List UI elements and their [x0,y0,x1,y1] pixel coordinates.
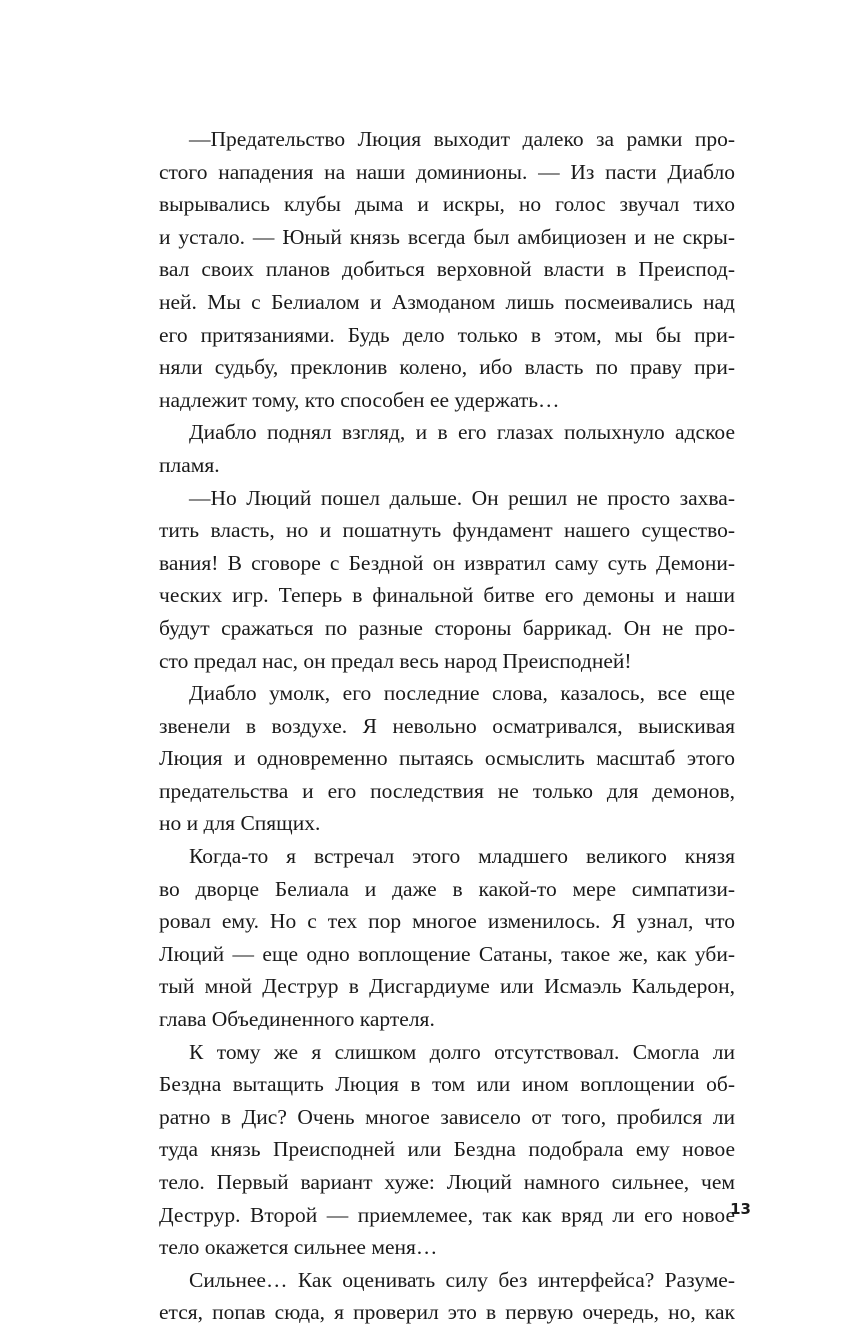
text-line: Когда-то я встречал этого младшего великого князя [189,844,735,869]
text-line: Диабло умолк, его последние слова, казалось, все еще [189,681,735,706]
text-line: вырывались клубы дыма и искры, но голос звучал тихо [159,192,735,217]
paragraph [159,123,735,416]
text-line: ровал ему. Но с тех пор многое изменилось. Я узнал, что [159,909,735,934]
text-line: и устало. — Юный князь всегда был амбициозен и не скры- [159,224,735,249]
text-line: Бездна вытащить Люция в том или ином воплощении об- [159,1072,735,1097]
text-line: вания! В сговоре с Бездной он извратил саму суть Демони- [159,550,735,575]
text-line: тый мной Деструр в Дисгардиуме или Исмаэль Кальдерон, [159,974,735,999]
text-line: глава Объединенного картеля. [159,1007,435,1032]
text-line: во дворце Белиала и даже в какой-то мере симпатизи- [159,876,735,901]
text-line: К тому же я слишком долго отсутствовал. Смогла ли [189,1039,735,1064]
text-line: ется, попав сюда, я проверил это в первую очередь, но, как [159,1300,735,1325]
text-line: будут сражаться по разные стороны баррикад. Он не про- [159,615,735,640]
text-line: предательства и его последствия не только для демонов, [159,778,735,803]
paragraph [159,840,735,1036]
text-line: тело окажется сильнее меня… [159,1235,438,1260]
text-line: стого нападения на наши доминионы. — Из пасти Диабло [159,159,735,184]
text-line: ней. Мы с Белиалом и Азмоданом лишь посмеивались над [159,289,735,314]
text-line: —Предательство Люция выходит далеко за рамки про- [189,127,735,151]
text-line: тело. Первый вариант хуже: Люций намного сильнее, чем [159,1170,735,1194]
text-line: Сильнее… Как оценивать силу без интерфейса? Разуме- [189,1267,735,1292]
text-line: но и для Спящих. [159,811,321,836]
paragraph [159,677,735,840]
page-number: 13 [730,1200,751,1218]
text-line: Люция и одновременно пытаясь осмыслить масштаб этого [159,746,735,771]
book-text [159,123,735,1329]
paragraph [159,416,735,481]
text-line: его притязаниями. Будь дело только в этом, мы бы при- [159,322,735,347]
text-line: Деструр. Второй — приемлемее, так как вряд ли его новое [159,1202,735,1227]
text-line: ческих игр. Теперь в финальной битве его демоны и наши [159,583,735,608]
paragraph [159,1036,735,1264]
text-line: —Но Люций пошел дальше. Он решил не просто захва- [189,485,735,510]
text-line: сто предал нас, он предал весь народ Преисподней! [159,648,632,673]
text-line: няли судьбу, преклонив колено, ибо власть по праву при- [159,355,735,380]
text-line: туда князь Преисподней или Бездна подобрала ему новое [159,1137,735,1162]
text-line: Люций — еще одно воплощение Сатаны, такое же, как уби- [159,941,735,966]
text-line: ратно в Дис? Очень многое зависело от того, пробился ли [159,1104,735,1129]
text-line: пламя. [159,452,220,477]
text-line: Диабло поднял взгляд, и в его глазах полыхнуло адское [189,420,735,445]
text-line: звенели в воздухе. Я невольно осматривался, выискивая [159,713,735,738]
paragraph [159,1264,735,1329]
text-line: тить власть, но и пошатнуть фундамент нашего существо- [159,518,735,543]
text-line: вал своих планов добиться верховной власти в Преиспод- [159,257,735,282]
text-line: надлежит тому, кто способен ее удержать… [159,387,560,412]
paragraph [159,482,735,678]
